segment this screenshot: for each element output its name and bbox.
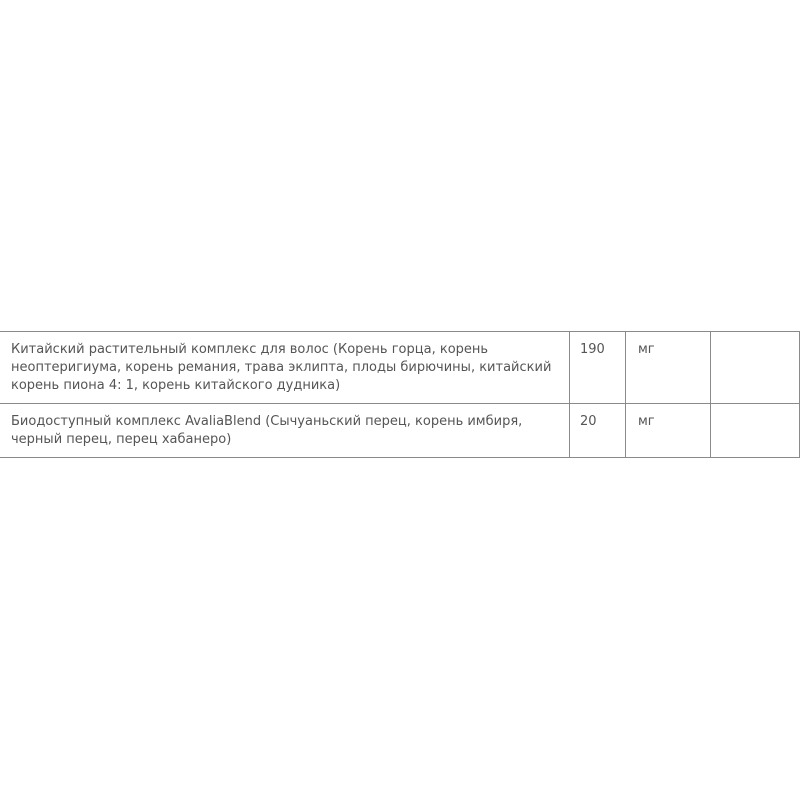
ingredient-extra-cell (711, 404, 800, 458)
ingredient-unit-cell: мг (626, 332, 711, 404)
ingredient-unit-cell: мг (626, 404, 711, 458)
ingredient-name-cell: Китайский растительный комплекс для волос (Корень горца, корень неоптеригиума, корень ремания, трава эклипта, плоды бирючины, китайский корень пиона 4: 1, корень китайского дудника) (0, 332, 570, 404)
ingredient-amount-cell: 190 (570, 332, 626, 404)
table-row (0, 404, 800, 458)
ingredient-name-cell: Биодоступный комплекс AvaliaBlend (Сычуаньский перец, корень имбиря, черный перец, перец хабанеро) (0, 404, 570, 458)
ingredients-table (0, 331, 800, 458)
ingredient-amount-cell: 20 (570, 404, 626, 458)
ingredient-extra-cell (711, 332, 800, 404)
table-row (0, 332, 800, 404)
